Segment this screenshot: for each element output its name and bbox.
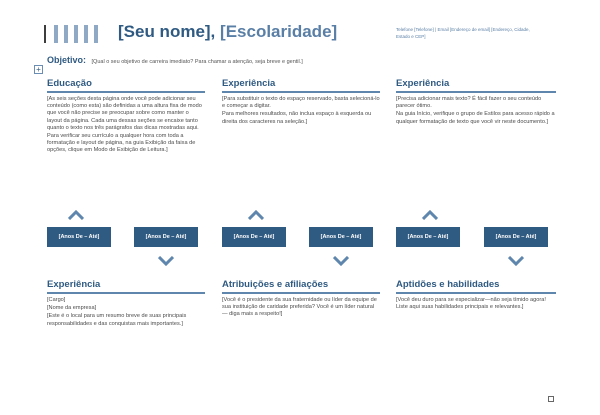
section-paragraph: [Este é o local para um resumo breve de suas principais responsabilidades e das conquistas mais importantes.]: [47, 313, 187, 327]
section-paragraph: [Para substituir o texto do espaço reservado, basta selecioná-lo e começar a digitar.: [222, 96, 380, 110]
table-move-handle-icon[interactable]: +: [34, 65, 43, 74]
header-decoration-bars: [44, 25, 110, 43]
name-placeholder[interactable]: [Seu nome],: [118, 22, 216, 41]
section-paragraph: [Cargo]: [47, 297, 66, 303]
section-body[interactable]: [47, 96, 205, 155]
chevron-up-icon: [422, 210, 438, 220]
section-body[interactable]: [396, 297, 556, 311]
section-rule: [396, 91, 556, 93]
years-box[interactable]: [Anos De – Até]: [484, 227, 548, 247]
years-box[interactable]: [Anos De – Até]: [222, 227, 286, 247]
contact-info[interactable]: Telefone [Telefone] | Email [Endereço de email] [Endereço, Cidade, Estado e CEP]: [396, 27, 530, 39]
section-affiliations: [222, 279, 380, 320]
section-body[interactable]: [396, 96, 556, 126]
years-box[interactable]: [Anos De – Até]: [134, 227, 198, 247]
section-paragraph: Para verificar seu currículo a qualquer hora com toda a formatação e layout de página, na guia Exibição da faixa de opções, clique em Modo de Exibição de Leitura.]: [47, 133, 196, 154]
objective: [47, 55, 303, 65]
section-paragraph: [As seis seções desta página onde você pode adicionar seu conteúdo (como esta) são definidas a uma altura fixa de modo que você não precise se preocupar sobre como manter o layout da página. Cada uma dessas seções se encaixe tanto quanto o texto nos três parágrafos das dicas mostradas aqui.: [47, 96, 202, 131]
section-heading: Experiência: [222, 78, 276, 89]
years-box[interactable]: [Anos De – Até]: [396, 227, 460, 247]
section-rule: [222, 91, 380, 93]
chevron-up-icon: [68, 210, 84, 220]
section-rule: [47, 91, 205, 93]
chevron-up-icon: [248, 210, 264, 220]
section-body[interactable]: [222, 96, 380, 126]
chevron-down-icon: [333, 256, 349, 266]
section-experience-3: [47, 279, 205, 329]
section-paragraph: [Nome da empresa]: [47, 305, 97, 312]
years-box[interactable]: [Anos De – Até]: [47, 227, 111, 247]
section-paragraph: [Você deu duro para se especializar—não seja tímido agora! Liste aqui suas habilidades principais e relevantes.]: [396, 297, 546, 311]
years-box[interactable]: [Anos De – Até]: [309, 227, 373, 247]
section-paragraph: Para melhores resultados, não inclua espaço à esquerda ou direita dos caracteres na seleção.]: [222, 111, 372, 125]
education-placeholder[interactable]: [Escolaridade]: [220, 22, 338, 41]
section-rule: [396, 292, 556, 294]
resume-title: [118, 22, 337, 42]
section-rule: [222, 292, 380, 294]
section-skills: [396, 279, 556, 312]
section-body[interactable]: [47, 297, 205, 328]
section-heading: Experiência: [47, 279, 101, 290]
section-heading: Educação: [47, 78, 92, 89]
chevron-down-icon: [158, 256, 174, 266]
section-rule: [47, 292, 205, 294]
section-experience-2: [396, 78, 556, 127]
page-corner-marker: [548, 396, 554, 402]
objective-text[interactable]: [Qual o seu objetivo de carreira imediato? Para chamar a atenção, seja breve e gentil.]: [91, 59, 303, 65]
chevron-down-icon: [508, 256, 524, 266]
section-paragraph: [Precisa adicionar mais texto? É fácil fazer o seu conteúdo parecer ótimo.: [396, 96, 542, 110]
section-heading: Atribuições e afiliações: [222, 279, 329, 290]
objective-label: Objetivo:: [47, 55, 87, 65]
section-heading: Aptidões e habilidades: [396, 279, 500, 290]
section-paragraph: Na guia Início, verifique o grupo de Estilos para acesso rápido a qualquer formatação de texto que você vir neste documento.]: [396, 111, 555, 125]
section-experience-1: [222, 78, 380, 127]
section-heading: Experiência: [396, 78, 450, 89]
section-education: [47, 78, 205, 156]
section-paragraph: [Você é o presidente da sua fraternidade ou líder da equipe de sua instituição de caridade preferida? Você é um líder natural — diga mais a respeito!]: [222, 297, 377, 318]
section-body[interactable]: [222, 297, 380, 319]
